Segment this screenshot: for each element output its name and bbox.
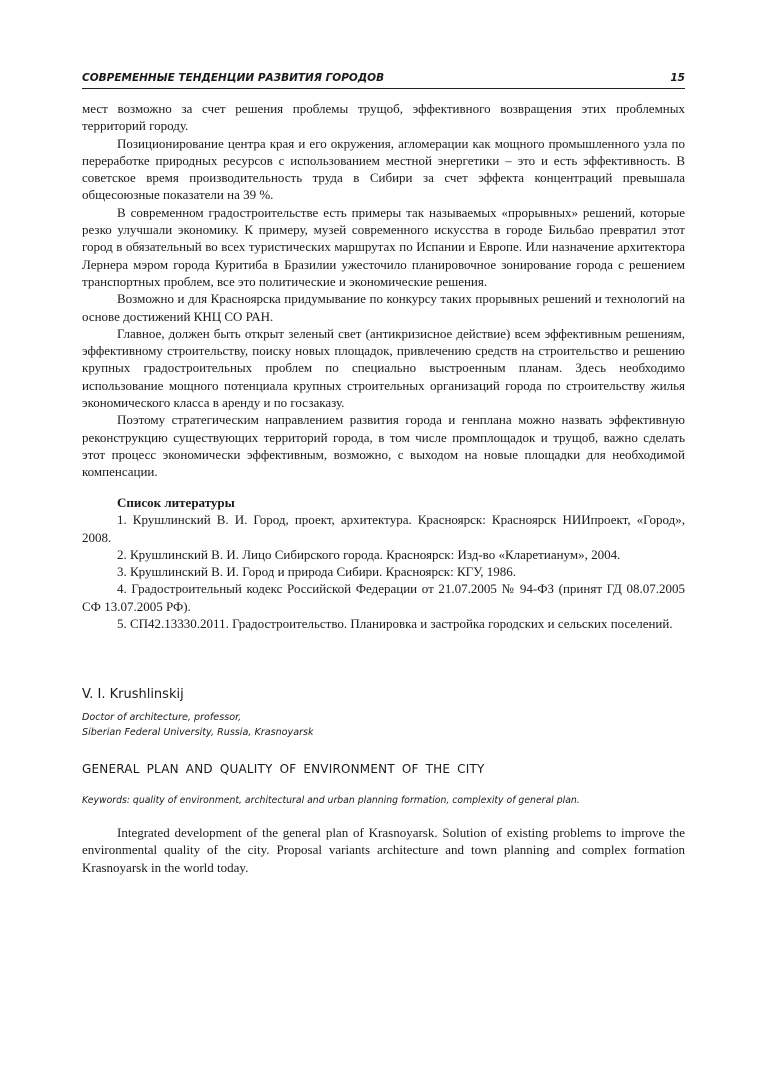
author-name: V. I. Krushlinskij bbox=[82, 687, 184, 702]
author-university: Siberian Federal University, Russia, Krasnoyarsk bbox=[82, 727, 314, 738]
reference-item: 3. Крушлинский В. И. Город и природа Сибири. Красноярск: КГУ, 1986. bbox=[117, 564, 516, 580]
reference-item: 4. Градостроительный кодекс Российской Федерации от 21.07.2005 № 94-ФЗ (принят ГД 08.07.2005 СФ 13.07.2005 РФ). bbox=[82, 581, 685, 614]
references-title: Список литературы bbox=[117, 495, 235, 510]
body-paragraph: мест возможно за счет решения проблемы трущоб, эффективного возвращения этих проблемных территорий городу. bbox=[82, 101, 685, 134]
reference-item: 5. СП42.13330.2011. Градостроительство. Планировка и застройка городских и сельских поселений. bbox=[117, 616, 673, 632]
body-paragraph: В современном градостроительстве есть примеры так называемых «прорывных» решений, которые резко улучшали экономику. К примеру, музей современного искусства в городе Бильбао превратил этот город в обязательный во всех туристических маршрутах по Испании и Европе. Или назначение архитектора Лернера мэром города Куритиба в Бразилии ужесточило планировочное зонирование города с решением транспортных проблем, все это политические и экономические решения. bbox=[82, 204, 685, 289]
author-position: Doctor of architecture, professor, bbox=[82, 712, 242, 723]
author-block bbox=[82, 687, 685, 740]
english-article-title: GENERAL PLAN AND QUALITY OF ENVIRONMENT OF THE CITY bbox=[82, 762, 485, 776]
english-abstract: Integrated development of the general plan of Krasnoyarsk. Solution of existing problems to improve the environmental quality of the city. Proposal variants architecture and town planning and complex formation Krasnoyarsk in the world today. bbox=[82, 825, 685, 875]
references-section bbox=[82, 494, 685, 632]
english-keywords: Keywords: quality of environment, architectural and urban planning formation, complexity of general plan. bbox=[82, 795, 580, 806]
reference-item: 2. Крушлинский В. И. Лицо Сибирского города. Красноярск: Изд-во «Кларетианум», 2004. bbox=[117, 546, 621, 562]
running-header bbox=[82, 72, 685, 89]
body-paragraph: Возможно и для Красноярска придумывание по конкурсу таких прорывных решений и технологий на основе достижений КНЦ СО РАН. bbox=[82, 291, 685, 324]
author-affiliation bbox=[82, 710, 685, 740]
body-paragraph: Поэтому стратегическим направлением развития города и генплана можно назвать эффективную реконструкцию существующих территорий города, в том числе промплощадок и трущоб, важно сделать этот процесс экономически эффективным, возможно, с выходом на новые площадки для необходимой компенсации. bbox=[82, 412, 685, 480]
main-body bbox=[82, 100, 685, 481]
journal-title: СОВРЕМЕННЫЕ ТЕНДЕНЦИИ РАЗВИТИЯ ГОРОДОВ bbox=[82, 72, 385, 84]
page-number: 15 bbox=[670, 72, 685, 84]
reference-item: 1. Крушлинский В. И. Город, проект, архитектура. Красноярск: Красноярск НИИпроект, «Город», 2008. bbox=[82, 512, 685, 545]
body-paragraph: Главное, должен быть открыт зеленый свет (антикризисное действие) всем эффективным решениям, эффективному строительству, поиску новых площадок, привлечению средств на строительство и решению крупных градостроительных проблем по специально выстроенным планам. Здесь необходимо использование мощного потенциала крупных строительных организаций города по строительству жилья экономического класса в аренду и по госзаказу. bbox=[82, 325, 685, 411]
body-paragraph: Позиционирование центра края и его окружения, агломерации как мощного промышленного узла по переработке природных ресурсов с использованием местной энергетики – это и есть эффективность. В советское время производительность труда в Сибири за счет эффекта концентраций превышала общесоюзные показатели на 39 %. bbox=[82, 135, 685, 203]
